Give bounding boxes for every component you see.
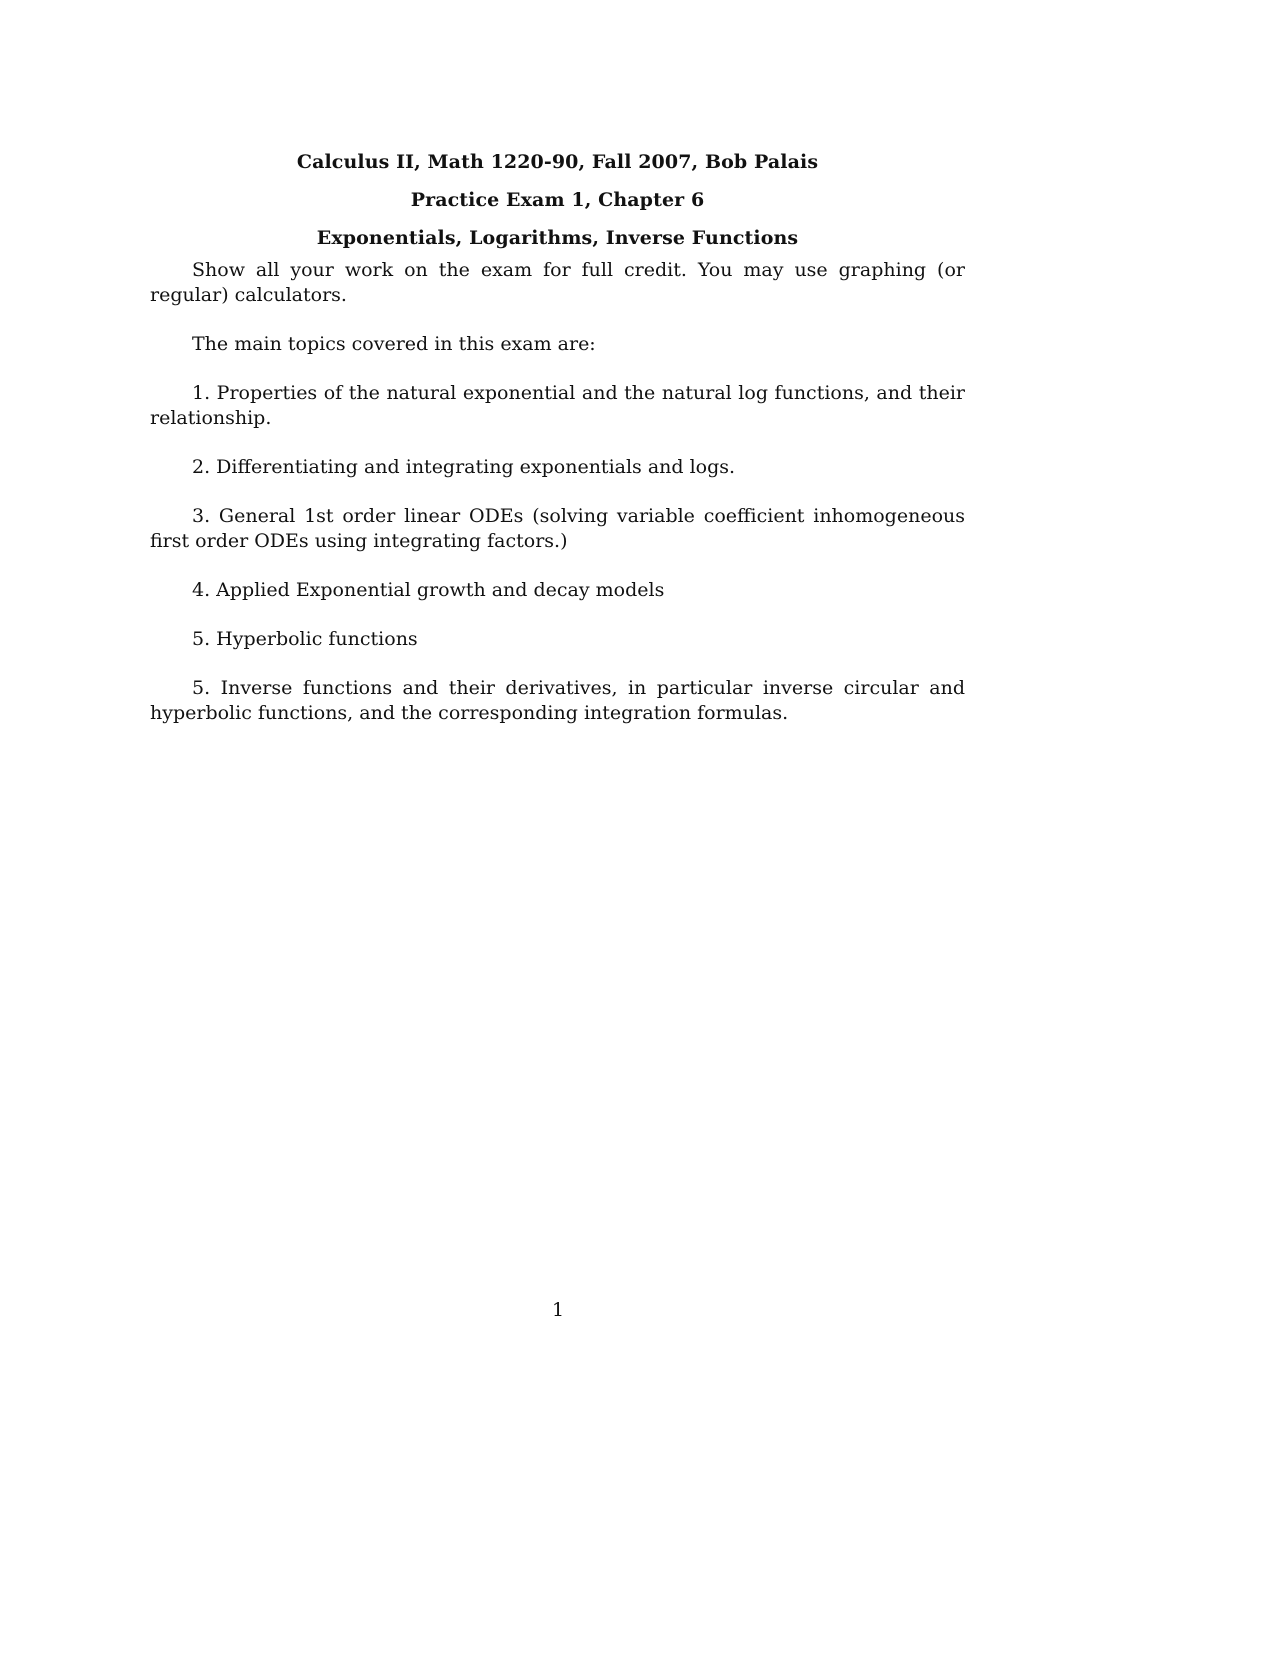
instructions-paragraph: Show all your work on the exam for full credit. You may use graphing (or regular) calculators. bbox=[150, 259, 965, 306]
course-title: Calculus II, Math 1220-90, Fall 2007, Bob Palais bbox=[296, 151, 819, 173]
page-number: 1 bbox=[551, 1299, 565, 1321]
topic-item-6: 5. Inverse functions and their derivatives, in particular inverse circular and hyperbolic functions, and the corresponding integration formulas. bbox=[150, 677, 965, 724]
topic-item-4: 4. Applied Exponential growth and decay models bbox=[192, 579, 665, 601]
document-content bbox=[150, 150, 965, 750]
exam-title: Practice Exam 1, Chapter 6 bbox=[410, 189, 705, 211]
topic-item-2: 2. Differentiating and integrating exponentials and logs. bbox=[192, 456, 736, 478]
topic-item-1: 1. Properties of the natural exponential and the natural log functions, and their relationship. bbox=[150, 382, 965, 429]
topic-title: Exponentials, Logarithms, Inverse Functions bbox=[316, 227, 799, 249]
topic-item-5: 5. Hyperbolic functions bbox=[192, 628, 418, 650]
topic-item-3: 3. General 1st order linear ODEs (solving variable coefficient inhomogeneous first order ODEs using integrating factors.) bbox=[150, 505, 965, 552]
topics-intro: The main topics covered in this exam are: bbox=[192, 333, 596, 355]
